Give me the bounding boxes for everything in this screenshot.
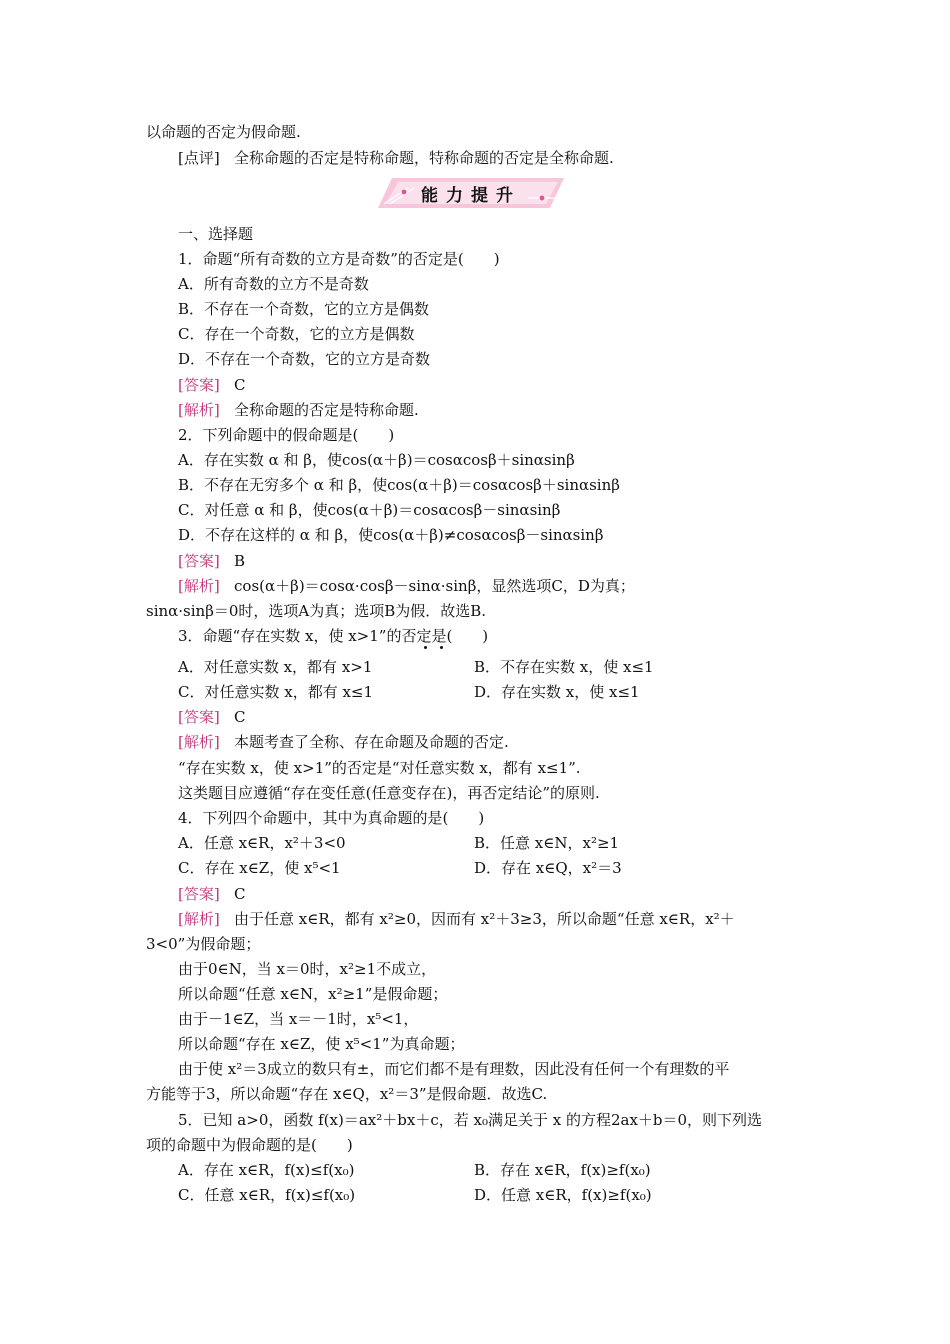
answer-label: [答案] [178,552,220,570]
q3-option-b: B．不存在实数 x，使 x≤1 [474,658,654,676]
q4-answer [178,884,246,904]
q1-answer [178,375,246,395]
q3-explanation-3: 这类题目应遵循“存在变任意(任意变存在)，再否定结论”的原则. [178,784,600,802]
emphasis-dot-icon [440,646,443,649]
q4-option-a: A．任意 x∈R，x²＋3<0 [178,834,346,852]
q4-explanation-5: 由于－1∈Z，当 x＝－1时，x⁵<1， [178,1010,419,1028]
banner-title: 能力提升 [421,186,521,206]
explanation-label: [解析] [178,910,220,928]
explanation-text: 本题考查了全称、存在命题及命题的否定. [234,733,509,751]
explanation-text: 由于任意 x∈R，都有 x²≥0，因而有 x²＋3≥3，所以命题“任意 x∈R，x²＋ [234,910,735,928]
q2-explanation-cont: sinα·sinβ＝0时，选项A为真；选项B为假．故选B. [146,602,487,620]
q5-stem-cont: 项的命题中为假命题的是( ) [146,1136,353,1154]
q4-explanation-7: 由于使 x²＝3成立的数只有±，而它们都不是有理数，因此没有任何一个有理数的平 [178,1060,730,1078]
q2-option-c: C．对任意 α 和 β，使cos(α＋β)＝cosαcosβ－sinαsinβ [178,501,561,519]
comment-line [178,148,614,168]
q3-option-a: A．对任意实数 x，都有 x>1 [178,658,373,676]
q2-explanation [178,576,635,596]
intro-line: 以命题的否定为假命题. [146,123,301,141]
section-banner [378,178,564,208]
q2-option-d: D．不存在这样的 α 和 β，使cos(α＋β)≠cosαcosβ－sinαsinβ [178,526,604,544]
q5-option-b: B．存在 x∈R，f(x)≥f(x₀) [474,1161,651,1179]
answer-label: [答案] [178,885,220,903]
answer-value: B [234,552,246,570]
q4-explanation-8: 方能等于3，所以命题“存在 x∈Q，x²＝3”是假命题．故选C. [146,1085,548,1103]
q5-option-d: D．任意 x∈R，f(x)≥f(x₀) [474,1186,652,1204]
q5-stem: 5．已知 a>0，函数 f(x)＝ax²＋bx＋c，若 x₀满足关于 x 的方程2ax＋b＝0，则下列选 [178,1111,763,1129]
q4-option-c: C．存在 x∈Z，使 x⁵<1 [178,859,341,877]
answer-value: C [234,885,246,903]
q4-explanation-3: 由于0∈N，当 x＝0时，x²≥1不成立， [178,960,437,978]
q3-answer [178,707,246,727]
explanation-label: [解析] [178,577,220,595]
q4-stem: 4．下列四个命题中，其中为真命题的是( ) [178,809,485,827]
q1-option-a: A．所有奇数的立方不是奇数 [178,275,369,293]
q3-option-d: D．存在实数 x，使 x≤1 [474,683,640,701]
q5-option-c: C．任意 x∈R，f(x)≤f(x₀) [178,1186,356,1204]
answer-value: C [234,708,246,726]
q3-explanation-2: “存在实数 x，使 x>1”的否定是“对任意实数 x，都有 x≤1”. [178,759,581,777]
q1-explanation [178,400,419,420]
q2-option-b: B．不存在无穷多个 α 和 β，使cos(α＋β)＝cosαcosβ＋sinαsinβ [178,476,620,494]
q2-stem: 2．下列命题中的假命题是( ) [178,426,395,444]
q3-stem: 3．命题“存在实数 x，使 x>1”的否定是( ) [178,627,489,645]
q4-explanation-2: 3<0”为假命题； [146,935,261,953]
explanation-text: cos(α＋β)＝cosα·cosβ－sinα·sinβ，显然选项C，D为真； [234,577,635,595]
explanation-text: 全称命题的否定是特称命题. [234,401,419,419]
comment-text: 全称命题的否定是特称命题，特称命题的否定是全称命题. [234,149,614,167]
q4-explanation-4: 所以命题“任意 x∈N，x²≥1”是假命题； [178,985,448,1003]
q2-option-a: A．存在实数 α 和 β，使cos(α＋β)＝cosαcosβ＋sinαsinβ [178,451,575,469]
q3-option-c: C．对任意实数 x，都有 x≤1 [178,683,374,701]
q1-stem: 1．命题“所有奇数的立方是奇数”的否定是( ) [178,250,500,268]
q2-answer [178,551,245,571]
answer-label: [答案] [178,708,220,726]
explanation-label: [解析] [178,733,220,751]
answer-label: [答案] [178,376,220,394]
q4-explanation-6: 所以命题“存在 x∈Z，使 x⁵<1”为真命题； [178,1035,465,1053]
q1-option-c: C．存在一个奇数，它的立方是偶数 [178,325,415,343]
comment-label: [点评] [178,149,220,167]
q1-option-d: D．不存在一个奇数，它的立方是奇数 [178,350,431,368]
emphasis-dot-icon [424,646,427,649]
q1-option-b: B．不存在一个奇数，它的立方是偶数 [178,300,430,318]
section-heading: 一、选择题 [178,225,254,243]
q4-option-b: B．任意 x∈N，x²≥1 [474,834,620,852]
explanation-label: [解析] [178,401,220,419]
q5-option-a: A．存在 x∈R，f(x)≤f(x₀) [178,1161,355,1179]
answer-value: C [234,376,246,394]
q4-explanation [178,909,735,929]
q3-explanation [178,732,509,752]
q4-option-d: D．存在 x∈Q，x²＝3 [474,859,622,877]
